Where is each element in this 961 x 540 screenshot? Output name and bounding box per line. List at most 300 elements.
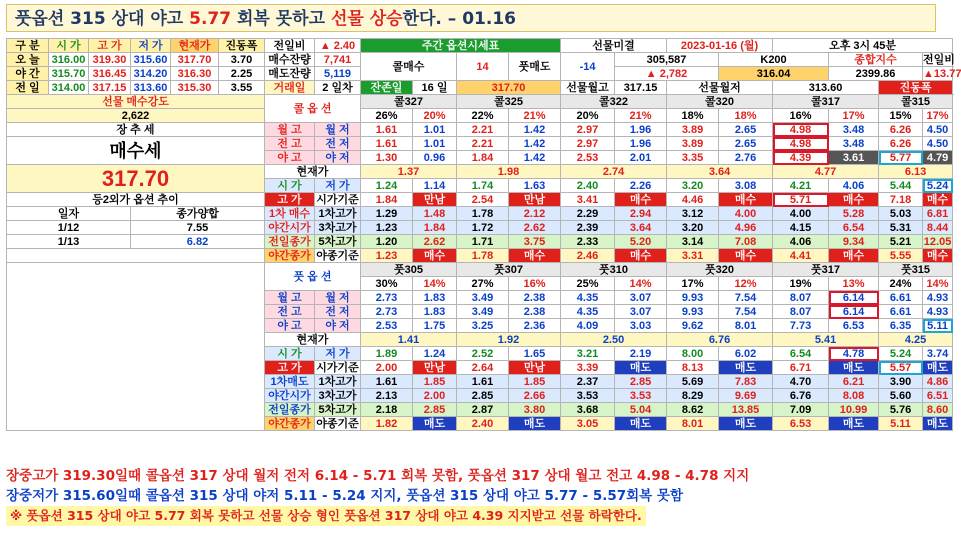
call-pct-a-4: 16% [773, 109, 829, 123]
call-cur-1: 1.98 [457, 165, 561, 179]
put-r_night-hi-1: 3.25 [457, 319, 509, 333]
top-row-1-4: 316.30 [171, 67, 219, 81]
put-open-b-0: 1.24 [413, 347, 457, 361]
top-row-1-1: 315.70 [49, 67, 89, 81]
call-r_5-a-2: 2.33 [561, 235, 615, 249]
call-r_1-b-0: 1.48 [413, 207, 457, 221]
put-r_5-b-5: 8.60 [923, 403, 953, 417]
put-r_3-a-1: 2.85 [457, 389, 509, 403]
put-r_month-lo-2: 3.07 [615, 291, 667, 305]
call-night-signal-2: 매수 [615, 249, 667, 263]
call-r_1-b-3: 4.00 [719, 207, 773, 221]
call-r_3-a-5: 5.31 [879, 221, 923, 235]
call-high-m: 시가기준 [316, 193, 359, 206]
call-r_night-hi-2: 2.53 [561, 151, 615, 165]
sub-label: 등2외가 옵션 추이 [7, 193, 265, 207]
call-r_1-a-3: 3.12 [667, 207, 719, 221]
put-r_5-a-3: 8.62 [667, 403, 719, 417]
put-r_5-l: 전일종가 [265, 403, 315, 417]
call-night-5: 5.55 [879, 249, 923, 263]
prev-value: ▲ 2.40 [315, 39, 361, 53]
prev2-label: 전일비 [923, 53, 955, 66]
put-r_5-b-3: 13.85 [719, 403, 773, 417]
put-r_prev-hi-2: 4.35 [561, 305, 615, 319]
call-signal-2: 매수 [615, 193, 667, 207]
put-r_1-a-3: 5.69 [667, 375, 719, 389]
put-pct-b-5: 14% [923, 277, 953, 291]
call-r_5-b-0: 2.62 [413, 235, 457, 249]
top-row-2-5: 3.55 [219, 81, 265, 95]
put-strike-2: 풋310 [561, 263, 667, 277]
put-night-0: 1.82 [361, 417, 413, 431]
call-night-l: 야간종가 [265, 249, 315, 263]
call-r_prev-l: 전 고 [265, 137, 315, 151]
call-high-2: 3.41 [561, 193, 615, 207]
call-r_1-a-2: 2.29 [561, 207, 615, 221]
put-r_prev-hi-1: 3.49 [457, 305, 509, 319]
put-r_3-a-5: 5.60 [879, 389, 923, 403]
call-r_3-b-1: 2.62 [509, 221, 561, 235]
volume-label: 거래일 [265, 81, 315, 95]
put-sell: -14 [561, 53, 615, 81]
call-r_1-l: 1차 매수 [265, 207, 315, 221]
put-night-signal-2: 매도 [615, 417, 667, 431]
r1-date: 1/12 [7, 221, 131, 235]
put-r_5-a-1: 2.87 [457, 403, 509, 417]
call-pct-b-1: 21% [509, 109, 561, 123]
call-night-signal-3: 매수 [719, 249, 773, 263]
put-r_3-a-4: 6.76 [773, 389, 829, 403]
call-r_month-hi-0: 1.61 [361, 123, 413, 137]
headline-part2: 5.77 [189, 9, 232, 29]
top-row-1-5: 2.25 [219, 67, 265, 81]
call-open-b-3: 3.08 [719, 179, 773, 193]
top-row-0-2: 319.30 [89, 53, 131, 67]
put-cur-5: 4.25 [879, 333, 953, 347]
call-r_1-a-5: 5.03 [879, 207, 923, 221]
call-strike-2: 콜322 [561, 95, 667, 109]
call-pct-b-4: 17% [829, 109, 879, 123]
call-r_prev-hi-3: 3.89 [667, 137, 719, 151]
call-r_1-a-1: 1.78 [457, 207, 509, 221]
put-r_night-lo-5: 5.11 [923, 319, 953, 333]
put-r_night-hi-4: 7.73 [773, 319, 829, 333]
put-r_1-l: 1차매도 [265, 375, 315, 389]
call-r_3-a-1: 1.72 [457, 221, 509, 235]
put-pct-a-3: 17% [667, 277, 719, 291]
put-r_5-a-4: 7.09 [773, 403, 829, 417]
put-r_prev-m: 전 저 [315, 305, 361, 319]
put-pct-b-4: 13% [829, 277, 879, 291]
index-label: 종합지수 [829, 53, 923, 67]
k200-value: 316.04 [719, 67, 829, 81]
price-value: 317.70 [7, 165, 265, 193]
put-sell-label: 풋매도 [509, 53, 561, 81]
call-r_night-hi-0: 1.30 [361, 151, 413, 165]
header-1: 시 가 [49, 39, 89, 53]
call-r_month-lo-1: 1.42 [509, 123, 561, 137]
call-r_month-hi-3: 3.89 [667, 123, 719, 137]
put-r_prev-lo-4: 6.14 [829, 305, 879, 319]
top-row-0-1: 316.00 [49, 53, 89, 67]
put-high-1: 2.64 [457, 361, 509, 375]
call-r_5-b-4: 9.34 [829, 235, 879, 249]
put-night-signal-4: 매도 [829, 417, 879, 431]
call-r_3-b-0: 1.84 [413, 221, 457, 235]
call-pct-a-3: 18% [667, 109, 719, 123]
strength-label: 선물 매수강도 [7, 95, 265, 109]
call-r_3-a-2: 2.39 [561, 221, 615, 235]
remain-value: 16 일 [413, 81, 457, 95]
blank-left [7, 249, 265, 263]
call-r_5-a-1: 1.71 [457, 235, 509, 249]
headline-part1: 풋옵션 315 상대 야고 [15, 9, 190, 29]
call-cur-2: 2.74 [561, 165, 667, 179]
put-r_3-a-3: 8.29 [667, 389, 719, 403]
put-r_month-l: 월 고 [265, 291, 315, 305]
call-title: 콜 옵 션 [265, 95, 361, 123]
put-signal-1: 만남 [509, 361, 561, 375]
header-2: 고 가 [89, 39, 131, 53]
put-open-a-4: 6.54 [773, 347, 829, 361]
k200-label: K200 [719, 53, 829, 67]
call-r_night-lo-5: 4.79 [923, 151, 953, 165]
put-r_5-a-0: 2.18 [361, 403, 413, 417]
trend-label: 장 추 세 [7, 123, 265, 137]
put-open-l: 시 가 [265, 347, 315, 361]
call-signal-4: 매수 [829, 193, 879, 207]
call-r_3-b-4: 6.54 [829, 221, 879, 235]
call-r_5-b-5: 12.05 [923, 235, 952, 248]
call-open-a-5: 5.44 [879, 179, 923, 193]
call-strike-4: 콜317 [773, 95, 879, 109]
put-high-l: 고 가 [265, 361, 315, 375]
call-r_month-l: 월 고 [265, 123, 315, 137]
call-open-b-0: 1.14 [413, 179, 457, 193]
call-r_night-hi-4: 4.39 [773, 151, 829, 165]
put-r_3-m: 3차고가 [315, 389, 361, 403]
call-night-signal-1: 매수 [509, 249, 561, 263]
put-high-4: 6.71 [773, 361, 829, 375]
put-open-b-2: 2.19 [615, 347, 667, 361]
call-night-1: 1.78 [457, 249, 509, 263]
put-pct-b-3: 12% [719, 277, 773, 291]
month-low-label: 선물월저 [667, 81, 773, 95]
call-night-signal-5: 매수 [923, 249, 953, 263]
call-signal-5: 매수 [923, 193, 953, 207]
call-r_3-m: 3차고가 [315, 221, 361, 235]
put-pct-b-1: 16% [509, 277, 561, 291]
put-r_month-hi-1: 3.49 [457, 291, 509, 305]
headline-part4: 선물 상승 [330, 9, 403, 29]
call-r_month-lo-3: 2.65 [719, 123, 773, 137]
put-open-b-1: 1.65 [509, 347, 561, 361]
strength-value: 2,622 [7, 109, 265, 123]
buy-bal-label: 매수잔량 [265, 53, 315, 67]
call-r_prev-lo-2: 1.96 [615, 137, 667, 151]
put-r_prev-l: 전 고 [265, 305, 315, 319]
call-r_prev-m: 전 저 [315, 137, 361, 151]
put-night-5: 5.11 [879, 417, 923, 431]
call-open-b-2: 2.26 [615, 179, 667, 193]
put-pct-a-5: 24% [879, 277, 923, 291]
headline-part5: 한다. – 01.16 [402, 9, 516, 29]
call-buy-label: 콜매수 [361, 53, 457, 81]
date-header: 일자 [7, 207, 131, 221]
call-buy: 14 [457, 53, 509, 81]
call-r_month-lo-2: 1.96 [615, 123, 667, 137]
call-night-0: 1.23 [361, 249, 413, 263]
call-r_5-l: 전일종가 [265, 235, 315, 249]
put-title: 풋 옵 션 [265, 263, 361, 291]
call-r_night-lo-0: 0.96 [413, 151, 457, 165]
call-night-m: 야종기준 [316, 249, 359, 262]
call-open-m: 저 가 [315, 179, 361, 193]
call-pct-b-5: 17% [923, 109, 953, 123]
r2-date: 1/13 [7, 235, 131, 249]
put-open-b-4: 4.78 [829, 347, 879, 361]
put-signal-4: 매도 [829, 361, 879, 375]
put-r_month-hi-5: 6.61 [879, 291, 923, 305]
put-r_1-a-5: 3.90 [879, 375, 923, 389]
call-r_month-hi-4: 4.98 [773, 123, 829, 137]
put-r_night-lo-4: 6.53 [829, 319, 879, 333]
put-open-b-3: 6.02 [719, 347, 773, 361]
call-strike-0: 콜327 [361, 95, 457, 109]
time-text: 오후 3시 45분 [773, 39, 953, 53]
put-r_prev-lo-1: 2.38 [509, 305, 561, 319]
call-pct-b-3: 18% [719, 109, 773, 123]
put-night-signal-1: 매도 [509, 417, 561, 431]
put-r_1-b-5: 4.86 [923, 375, 953, 389]
call-night-signal-4: 매수 [829, 249, 879, 263]
top-row-0-0: 오 늘 [7, 53, 49, 67]
put-high-0: 2.00 [361, 361, 413, 375]
put-r_prev-lo-5: 4.93 [923, 305, 953, 319]
call-r_prev-hi-1: 2.21 [457, 137, 509, 151]
put-strike-0: 풋305 [361, 263, 457, 277]
buy-bal: 7,741 [315, 53, 361, 67]
put-night-l: 야간종가 [265, 417, 315, 431]
put-r_night-lo-2: 3.03 [615, 319, 667, 333]
put-r_3-a-0: 2.13 [361, 389, 413, 403]
top-row-0-4: 317.70 [171, 53, 219, 67]
top-row-2-1: 314.00 [49, 81, 89, 95]
put-r_prev-hi-4: 8.07 [773, 305, 829, 319]
put-r_month-hi-2: 4.35 [561, 291, 615, 305]
call-strike-5: 콜315 [879, 95, 953, 109]
call-r_month-hi-1: 2.21 [457, 123, 509, 137]
put-cur-2: 2.50 [561, 333, 667, 347]
volume-value: 2 일차 [315, 81, 361, 95]
call-r_1-b-4: 5.28 [829, 207, 879, 221]
prev2-value: ▲13.77 [923, 67, 961, 80]
call-r_night-lo-3: 2.76 [719, 151, 773, 165]
put-r_month-hi-4: 8.07 [773, 291, 829, 305]
call-strike-1: 콜325 [457, 95, 561, 109]
put-r_month-lo-5: 4.93 [923, 291, 953, 305]
put-pct-b-0: 14% [413, 277, 457, 291]
put-r_night-hi-0: 2.53 [361, 319, 413, 333]
put-r_prev-hi-0: 2.73 [361, 305, 413, 319]
note-line-1: 장중고가 319.30일때 콜옵션 317 상대 월저 전저 6.14 - 5.71 회복 못함, 풋옵션 317 상대 월고 전고 4.98 - 4.78 지지 [6, 468, 750, 484]
put-r_5-b-2: 5.04 [615, 403, 667, 417]
call-r_3-a-3: 3.20 [667, 221, 719, 235]
call-cur-label: 현재가 [265, 165, 361, 179]
header-4: 현재가 [171, 39, 219, 53]
call-pct-b-0: 20% [413, 109, 457, 123]
call-open-b-5: 5.24 [923, 179, 953, 193]
put-open-m: 저 가 [315, 347, 361, 361]
put-open-b-5: 3.74 [923, 347, 953, 361]
call-r_3-a-4: 4.15 [773, 221, 829, 235]
put-signal-5: 매도 [923, 361, 953, 375]
call-r_night-m: 야 저 [315, 151, 361, 165]
call-r_month-lo-4: 3.48 [829, 123, 879, 137]
put-r_night-hi-2: 4.09 [561, 319, 615, 333]
call-open-a-2: 2.40 [561, 179, 615, 193]
put-r_5-b-1: 3.80 [509, 403, 561, 417]
put-r_night-lo-0: 1.75 [413, 319, 457, 333]
call-r_prev-hi-5: 6.26 [879, 137, 923, 151]
put-open-a-5: 5.24 [879, 347, 923, 361]
call-r_month-hi-5: 6.26 [879, 123, 923, 137]
sell-bal-label: 매도잔량 [265, 67, 315, 81]
put-r_night-lo-1: 2.36 [509, 319, 561, 333]
call-open-a-1: 1.74 [457, 179, 509, 193]
put-r_prev-lo-3: 7.54 [719, 305, 773, 319]
put-r_month-m: 월 저 [315, 291, 361, 305]
call-r_3-a-0: 1.23 [361, 221, 413, 235]
put-r_1-a-0: 1.61 [361, 375, 413, 389]
call-signal-0: 만남 [413, 193, 457, 207]
call-high-3: 4.46 [667, 193, 719, 207]
put-cur-3: 6.76 [667, 333, 773, 347]
call-r_5-a-5: 5.21 [879, 235, 923, 249]
put-r_1-b-0: 1.85 [413, 375, 457, 389]
trend-value: 매수세 [7, 137, 265, 165]
call-pct-a-5: 15% [879, 109, 923, 123]
call-night-2: 2.46 [561, 249, 615, 263]
call-night-3: 3.31 [667, 249, 719, 263]
r1-value: 7.55 [131, 221, 265, 235]
call-r_month-m: 월 저 [315, 123, 361, 137]
put-r_night-hi-5: 6.35 [879, 319, 923, 333]
call-r_prev-lo-1: 1.42 [509, 137, 561, 151]
call-strike-3: 콜320 [667, 95, 773, 109]
month-low: 313.60 [773, 81, 879, 95]
call-r_1-m: 1차고가 [315, 207, 361, 221]
blank-left-put [7, 263, 265, 431]
header-5: 진동폭 [219, 39, 265, 53]
put-r_night-hi-3: 9.62 [667, 319, 719, 333]
put-strike-1: 풋307 [457, 263, 561, 277]
put-open-a-1: 2.52 [457, 347, 509, 361]
call-r_night-lo-4: 3.61 [829, 151, 879, 165]
date-text: 2023-01-16 (월) [667, 39, 773, 53]
call-r_5-m: 5차고가 [315, 235, 361, 249]
call-pct-a-0: 26% [361, 109, 413, 123]
put-r_5-m: 5차고가 [315, 403, 361, 417]
vib-label: 진동폭 [879, 81, 953, 95]
put-night-m: 야종기준 [316, 417, 359, 430]
put-r_month-lo-1: 2.38 [509, 291, 561, 305]
note-line-2: 장중저가 315.60일때 콜옵션 315 상대 야저 5.11 - 5.24 지지, 풋옵션 315 상대 야고 5.77 - 5.57회복 못함 [6, 488, 683, 504]
put-r_5-a-2: 3.68 [561, 403, 615, 417]
call-r_3-l: 야간시가 [265, 221, 315, 235]
put-strike-3: 풋320 [667, 263, 773, 277]
call-r_1-b-5: 6.81 [923, 207, 953, 221]
put-r_1-b-1: 1.85 [509, 375, 561, 389]
header-3: 저 가 [131, 39, 171, 53]
put-night-4: 6.53 [773, 417, 829, 431]
remain-label: 잔존일 [361, 81, 413, 95]
put-r_1-a-4: 4.70 [773, 375, 829, 389]
put-r_prev-hi-3: 9.93 [667, 305, 719, 319]
put-r_night-lo-3: 8.01 [719, 319, 773, 333]
put-r_5-b-0: 2.85 [413, 403, 457, 417]
put-night-2: 3.05 [561, 417, 615, 431]
put-r_3-b-4: 8.08 [829, 389, 879, 403]
call-cur-5: 6.13 [879, 165, 953, 179]
put-night-signal-3: 매도 [719, 417, 773, 431]
put-high-2: 3.39 [561, 361, 615, 375]
call-r_prev-lo-0: 1.01 [413, 137, 457, 151]
put-r_night-m: 야 저 [315, 319, 361, 333]
call-pct-a-2: 20% [561, 109, 615, 123]
call-r_night-lo-2: 2.01 [615, 151, 667, 165]
remain-price: 317.70 [457, 81, 561, 95]
put-pct-b-2: 14% [615, 277, 667, 291]
put-signal-2: 매도 [615, 361, 667, 375]
put-cur-4: 5.41 [773, 333, 879, 347]
call-pct-b-2: 21% [615, 109, 667, 123]
put-r_3-l: 야간시가 [265, 389, 315, 403]
top-row-2-2: 317.15 [89, 81, 131, 95]
put-pct-a-0: 30% [361, 277, 413, 291]
prev-label: 전일비 [265, 39, 315, 53]
put-r_1-m: 1차고가 [315, 375, 361, 389]
top-row-0-3: 315.60 [131, 53, 171, 67]
put-r_5-b-4: 10.99 [829, 403, 879, 417]
put-r_3-b-5: 6.51 [923, 389, 953, 403]
call-high-5: 7.18 [879, 193, 923, 207]
call-r_night-l: 야 고 [265, 151, 315, 165]
put-night-signal-5: 매도 [923, 417, 953, 431]
call-r_3-b-2: 3.64 [615, 221, 667, 235]
put-night-3: 8.01 [667, 417, 719, 431]
call-high-0: 1.84 [361, 193, 413, 207]
call-r_1-a-4: 4.00 [773, 207, 829, 221]
call-r_3-b-3: 4.96 [719, 221, 773, 235]
oi-value: 305,587 [615, 53, 719, 67]
call-r_5-b-2: 5.20 [615, 235, 667, 249]
put-cur-0: 1.41 [361, 333, 457, 347]
put-r_3-b-2: 3.53 [615, 389, 667, 403]
put-r_3-b-0: 2.00 [413, 389, 457, 403]
put-night-signal-0: 매도 [413, 417, 457, 431]
put-r_1-b-2: 2.85 [615, 375, 667, 389]
call-r_1-a-0: 1.29 [361, 207, 413, 221]
call-high-4: 5.71 [773, 193, 829, 207]
put-high-3: 8.13 [667, 361, 719, 375]
option-price-table [6, 38, 961, 431]
notes [6, 466, 952, 526]
call-open-b-4: 4.06 [829, 179, 879, 193]
call-open-b-1: 1.63 [509, 179, 561, 193]
put-r_month-hi-0: 2.73 [361, 291, 413, 305]
call-r_5-a-3: 3.14 [667, 235, 719, 249]
